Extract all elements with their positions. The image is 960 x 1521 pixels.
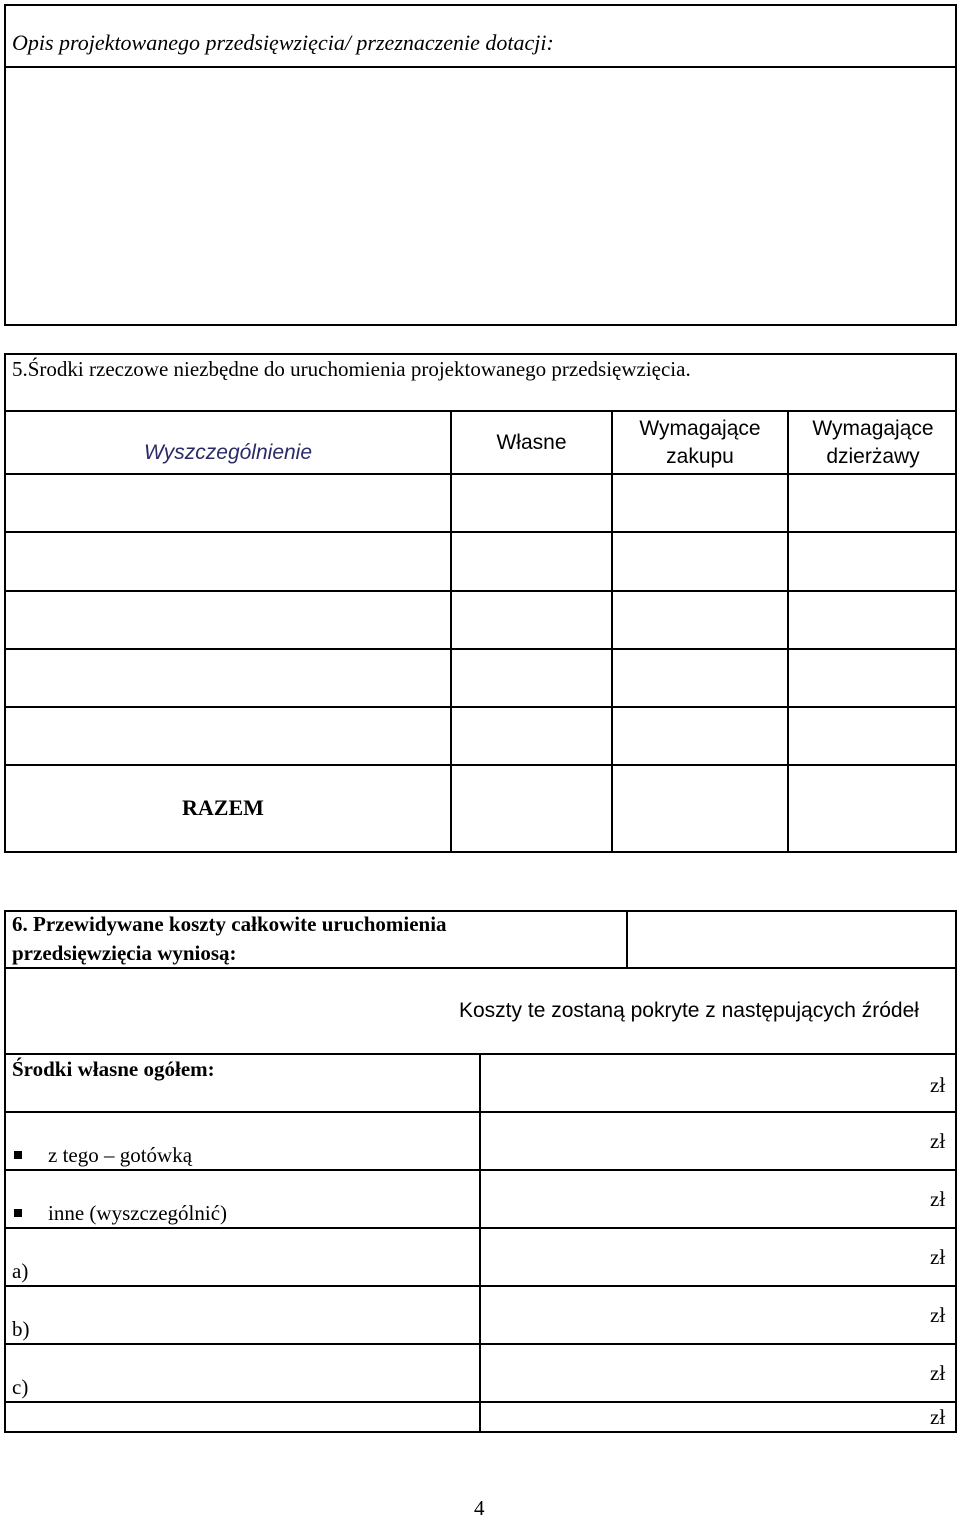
- currency-label: zł: [930, 1361, 946, 1385]
- section6-title-line1: 6. Przewidywane koszty całkowite uruchomienia: [12, 912, 447, 936]
- section5-title: 5.Środki rzeczowe niezbędne do uruchomienia projektowanego przedsięwzięcia.: [12, 357, 691, 381]
- col-line: [787, 410, 789, 853]
- section6-title-line2: przedsięwzięcia wyniosą:: [12, 941, 237, 965]
- bullet-icon: [14, 1209, 22, 1217]
- sources-header: Koszty te zostaną pokryte z następujących źródeł: [459, 999, 919, 1022]
- description-field[interactable]: [6, 68, 955, 324]
- row-line: [4, 590, 957, 592]
- bullet-icon: [14, 1151, 22, 1159]
- currency-label: zł: [930, 1303, 946, 1327]
- cash-label: z tego – gotówką: [48, 1143, 193, 1167]
- row-line: [4, 967, 957, 969]
- currency-label: zł: [930, 1129, 946, 1153]
- currency-label: zł: [930, 1405, 946, 1429]
- description-title: Opis projektowanego przedsięwzięcia/ przeznaczenie dotacji:: [12, 30, 554, 55]
- col-line: [479, 1053, 481, 1433]
- col-line: [450, 410, 452, 853]
- col-header-specification: [6, 424, 450, 482]
- currency-label: zł: [930, 1245, 946, 1269]
- item-a-label: a): [12, 1259, 29, 1283]
- col-header-specification-text: Wyszczególnienie: [143, 441, 313, 464]
- currency-label: zł: [930, 1187, 946, 1211]
- col-header-lease-line1: Wymagające: [812, 416, 934, 440]
- item-b-label: b): [12, 1317, 30, 1341]
- own-funds-label: Środki własne ogółem:: [12, 1057, 215, 1081]
- other-label: inne (wyszczególnić): [48, 1201, 228, 1225]
- row-line: [4, 531, 957, 533]
- total-label: RAZEM: [182, 795, 264, 820]
- col-header-lease-line2: dzierżawy: [826, 444, 920, 468]
- col-header-purchase: [613, 412, 787, 473]
- row-line: [4, 706, 957, 708]
- col-header-lease: [789, 412, 957, 473]
- currency-label: zł: [930, 1073, 946, 1097]
- row-line: [4, 648, 957, 650]
- page-number: 4: [474, 1496, 485, 1520]
- col-line: [611, 410, 613, 853]
- item-c-label: c): [12, 1375, 29, 1399]
- col-header-own-text: Własne: [496, 430, 567, 454]
- col-header-purchase-line1: Wymagające: [639, 416, 761, 440]
- row-line: [4, 764, 957, 766]
- total-cost-field[interactable]: [628, 912, 955, 967]
- col-header-own: [452, 412, 611, 473]
- col-header-purchase-line2: zakupu: [666, 444, 734, 468]
